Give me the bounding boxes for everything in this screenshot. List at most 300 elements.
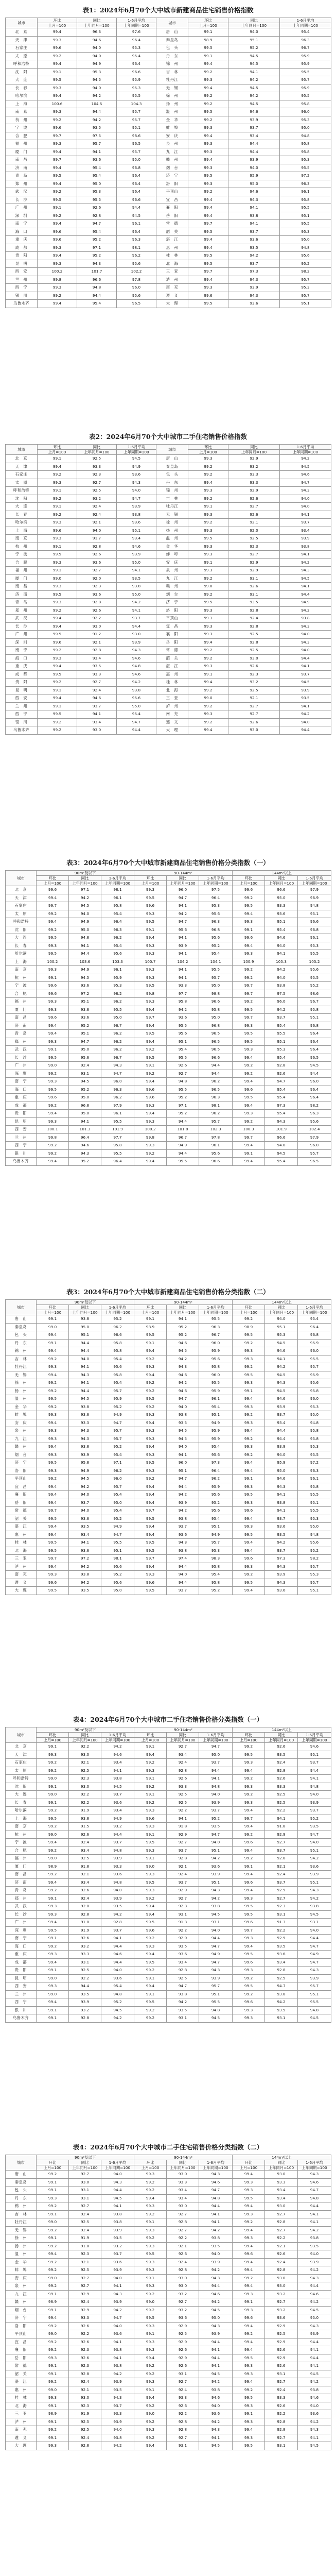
table-row	[6, 1142, 331, 1150]
index-cell: 94.5	[228, 100, 280, 108]
index-cell: 99.4	[233, 1539, 265, 1547]
city-cell: 常 德	[156, 647, 188, 655]
table-row	[6, 1531, 331, 1539]
index-cell: 94.0	[167, 1571, 199, 1579]
city-cell: 哈尔滨	[6, 92, 38, 100]
index-cell: 95.4	[265, 1158, 298, 1166]
index-cell: 99.2	[38, 647, 77, 655]
index-cell: 99.2	[134, 2290, 167, 2298]
city-cell: 南 宁	[6, 1078, 37, 1086]
index-cell: 94.1	[199, 2434, 233, 2442]
index-cell: 99.6	[188, 292, 228, 300]
index-cell: 95.3	[101, 982, 134, 990]
index-cell: 99.2	[233, 1339, 265, 1347]
index-cell: 92.8	[265, 1967, 298, 1975]
index-cell: 97.5	[77, 132, 117, 140]
index-cell: 92.7	[69, 2171, 101, 2179]
index-cell: 99.2	[188, 463, 228, 471]
city-cell: 重 庆	[6, 236, 38, 244]
index-cell: 93.5	[265, 1751, 298, 1759]
table-row	[6, 918, 331, 926]
col-header-avg: 1-6月平均	[199, 1733, 233, 1738]
index-cell: 95.7	[298, 1579, 331, 1587]
index-cell: 99.2	[233, 2274, 265, 2282]
index-cell: 95.1	[69, 1331, 101, 1340]
index-cell: 92.5	[69, 2218, 101, 2227]
col-subheader-prev-year-avg: 上年同期=100	[199, 881, 233, 886]
index-cell: 96.8	[298, 1331, 331, 1340]
index-cell: 96.5	[199, 1030, 233, 1038]
city-cell: 长 春	[6, 511, 38, 519]
index-cell: 99.3	[134, 2322, 167, 2330]
index-cell: 93.0	[167, 2202, 199, 2211]
index-cell: 95.4	[101, 1491, 134, 1499]
index-cell: 92.8	[77, 599, 117, 607]
index-cell: 92.6	[69, 1935, 101, 1943]
index-cell: 99.4	[37, 1483, 69, 1491]
index-cell: 99.7	[233, 982, 265, 990]
index-cell: 94.3	[228, 196, 280, 204]
index-cell: 93.5	[167, 2006, 199, 2014]
index-cell: 93.5	[167, 1419, 199, 1427]
index-cell: 92.7	[265, 2298, 298, 2307]
table-row	[6, 2394, 331, 2402]
index-cell: 99.3	[38, 36, 77, 44]
col-header-city: 城市	[156, 445, 188, 455]
city-cell: 昆 明	[6, 1117, 37, 1126]
city-cell: 太 原	[6, 1767, 37, 1775]
index-cell: 94.5	[265, 1149, 298, 1158]
index-cell: 95.5	[117, 92, 156, 100]
index-cell: 92.4	[69, 2378, 101, 2386]
index-cell: 99.3	[188, 527, 228, 535]
index-cell: 93.8	[69, 1571, 101, 1579]
index-cell: 99.2	[37, 2322, 69, 2330]
index-cell: 99.5	[37, 1926, 69, 1935]
table-row	[6, 2330, 331, 2338]
table-row	[6, 1910, 331, 1919]
col-header-mom: 环比	[134, 1733, 167, 1738]
index-cell: 94.1	[167, 1451, 199, 1459]
index-cell: 99.3	[134, 2338, 167, 2346]
city-cell: 长 沙	[6, 196, 38, 204]
index-cell: 92.4	[167, 2386, 199, 2394]
index-cell: 94.9	[69, 918, 101, 926]
table-row	[6, 1133, 331, 1142]
index-cell: 93.8	[265, 1990, 298, 1998]
col-subheader-prev-year: 上年同月=100	[265, 1310, 298, 1315]
index-cell: 96.6	[117, 196, 156, 204]
col-subheader-prev-year-avg: 上年同期=100	[117, 450, 156, 455]
index-cell: 96.5	[199, 1086, 233, 1094]
index-cell: 93.9	[298, 2330, 331, 2338]
index-cell: 95.1	[280, 212, 331, 220]
city-cell: 安 庆	[156, 558, 188, 567]
index-cell: 99.4	[37, 1499, 69, 1507]
table-row	[6, 1831, 331, 1839]
index-cell: 99.3	[188, 606, 228, 615]
index-cell: 99.1	[37, 2014, 69, 2023]
table-row	[6, 76, 331, 84]
table-row	[6, 2187, 331, 2195]
index-cell: 94.4	[69, 1982, 101, 1991]
index-cell: 93.8	[199, 2234, 233, 2243]
index-cell: 95.1	[199, 1411, 233, 1419]
index-cell: 99.4	[38, 622, 77, 631]
index-cell: 99.3	[233, 2306, 265, 2314]
city-cell: 济 宁	[6, 1459, 37, 1467]
city-cell: 济 南	[6, 590, 38, 599]
index-cell: 98.2	[280, 268, 331, 276]
index-cell: 95.6	[101, 1563, 134, 1571]
table-row	[6, 1347, 331, 1355]
index-cell: 93.8	[167, 1515, 199, 1523]
city-cell: 泉 州	[6, 2282, 37, 2291]
index-cell: 96.6	[101, 1331, 134, 1340]
city-cell: 郑 州	[6, 606, 38, 615]
table-row	[6, 116, 331, 124]
city-cell: 武 汉	[6, 1903, 37, 1911]
index-cell: 99.3	[134, 1571, 167, 1579]
table1	[5, 18, 331, 308]
index-cell: 94.3	[265, 1379, 298, 1387]
city-cell: 广 州	[6, 631, 38, 639]
index-cell: 95.8	[101, 902, 134, 910]
index-cell: 94.1	[280, 663, 331, 671]
city-cell: 安 庆	[6, 1419, 37, 1427]
table-row	[6, 1871, 331, 1879]
index-cell: 93.6	[69, 1515, 101, 1523]
table-row	[6, 1555, 331, 1563]
index-cell: 96.7	[101, 1022, 134, 1030]
index-cell: 92.6	[228, 718, 280, 726]
index-cell: 95.3	[298, 1515, 331, 1523]
index-cell: 96.0	[280, 108, 331, 116]
index-cell: 99.3	[37, 1451, 69, 1459]
index-cell: 95.1	[265, 1038, 298, 1046]
index-cell: 92.9	[265, 1831, 298, 1839]
index-cell: 99.1	[37, 2306, 69, 2314]
index-cell: 99.4	[134, 1951, 167, 1959]
index-cell: 95.4	[199, 1443, 233, 1451]
col-header-avg: 1-6月平均	[298, 1733, 331, 1738]
index-cell: 94.2	[265, 1539, 298, 1547]
index-cell: 94.2	[167, 1355, 199, 1363]
index-cell: 94.5	[298, 2370, 331, 2378]
index-cell: 94.1	[69, 1539, 101, 1547]
index-cell: 99.3	[233, 1046, 265, 1054]
index-cell: 91.5	[69, 1823, 101, 1831]
index-cell: 99.3	[233, 1783, 265, 1791]
index-cell: 92.7	[228, 702, 280, 710]
index-cell: 94.5	[199, 1910, 233, 1919]
index-cell: 94.2	[117, 599, 156, 607]
index-cell: 94.6	[101, 1951, 134, 1959]
table-row	[6, 982, 331, 990]
index-cell: 95.5	[298, 1491, 331, 1499]
index-cell: 91.8	[265, 1823, 298, 1831]
index-cell: 92.3	[77, 583, 117, 591]
table-row	[6, 702, 331, 710]
index-cell: 99.2	[37, 1942, 69, 1951]
index-cell: 99.5	[38, 710, 77, 719]
index-cell: 99.2	[37, 2338, 69, 2346]
index-cell: 93.6	[101, 2330, 134, 2338]
index-cell: 96.4	[117, 36, 156, 44]
index-cell: 95.0	[199, 1751, 233, 1759]
index-cell: 93.0	[167, 2282, 199, 2291]
table-row	[6, 156, 331, 164]
index-cell: 93.2	[265, 2306, 298, 2314]
index-cell: 99.3	[233, 1443, 265, 1451]
index-cell: 96.2	[101, 1323, 134, 1331]
index-cell: 99.4	[188, 679, 228, 687]
index-cell: 92.2	[265, 1807, 298, 1815]
city-cell: 温 州	[6, 1395, 37, 1403]
table-row	[6, 260, 331, 268]
index-cell: 95.5	[167, 1054, 199, 1062]
index-cell: 94.0	[77, 84, 117, 92]
index-cell: 99.3	[134, 1807, 167, 1815]
index-cell: 93.8	[298, 1903, 331, 1911]
index-cell: 99.5	[233, 1531, 265, 1539]
index-cell: 96.5	[117, 300, 156, 308]
table-row	[6, 1086, 331, 1094]
col-header-mom: 环比	[38, 18, 77, 23]
index-cell: 94.2	[280, 710, 331, 719]
index-cell: 95.7	[298, 1982, 331, 1991]
index-cell: 99.2	[37, 2226, 69, 2234]
index-cell: 92.5	[265, 1799, 298, 1807]
index-cell: 99.2	[233, 966, 265, 974]
index-cell: 95.7	[101, 1435, 134, 1443]
index-cell: 99.2	[37, 2171, 69, 2179]
index-cell: 99.1	[37, 2362, 69, 2370]
index-cell: 99.2	[233, 894, 265, 902]
city-cell: 烟 台	[156, 164, 188, 172]
index-cell: 94.3	[167, 1539, 199, 1547]
index-cell: 95.0	[298, 2314, 331, 2323]
index-cell: 99.2	[233, 1743, 265, 1751]
index-cell: 100.6	[38, 100, 77, 108]
index-cell: 95.8	[298, 1006, 331, 1014]
index-cell: 94.3	[265, 1579, 298, 1587]
index-cell: 91.9	[69, 2234, 101, 2243]
index-cell: 99.5	[134, 1839, 167, 1847]
index-cell: 95.1	[298, 1846, 331, 1855]
index-cell: 99.2	[134, 2178, 167, 2187]
index-cell: 94.5	[69, 1475, 101, 1483]
index-cell: 94.0	[298, 2402, 331, 2410]
index-cell: 99.2	[134, 1759, 167, 1767]
index-cell: 95.7	[298, 1563, 331, 1571]
index-cell: 99.3	[233, 950, 265, 958]
index-cell: 94.1	[228, 220, 280, 228]
table-row	[6, 1459, 331, 1467]
city-cell: 南 充	[156, 710, 188, 719]
index-cell: 91.2	[77, 631, 117, 639]
city-cell: 九 江	[156, 148, 188, 156]
index-cell: 93.3	[101, 2410, 134, 2418]
index-cell: 99.5	[38, 196, 77, 204]
index-cell: 93.6	[69, 1547, 101, 1555]
col-header-avg: 1-6月平均	[298, 1305, 331, 1310]
index-cell: 94.5	[199, 2306, 233, 2314]
index-cell: 99.1	[188, 670, 228, 679]
table-row	[6, 2306, 331, 2314]
index-cell: 95.4	[199, 1515, 233, 1523]
index-cell: 95.4	[101, 1355, 134, 1363]
index-cell: 99.3	[233, 2006, 265, 2014]
index-cell: 95.8	[298, 1387, 331, 1395]
index-cell: 99.5	[233, 1038, 265, 1046]
index-cell: 95.1	[298, 1014, 331, 1022]
index-cell: 94.9	[298, 1951, 331, 1959]
city-cell: 九 江	[156, 574, 188, 583]
index-cell: 99.1	[134, 1062, 167, 1070]
index-cell: 93.3	[167, 982, 199, 990]
index-cell: 95.4	[77, 300, 117, 308]
index-cell: 99.5	[134, 918, 167, 926]
index-cell: 99.2	[37, 1101, 69, 1110]
index-cell: 99.2	[233, 1435, 265, 1443]
index-cell: 99.2	[134, 1475, 167, 1483]
index-cell: 93.9	[280, 535, 331, 543]
col-header-yoy: 同比	[167, 1733, 199, 1738]
col-subheader-prev-month: 上月=100	[233, 1310, 265, 1315]
index-cell: 99.4	[188, 156, 228, 164]
index-cell: 94.0	[228, 28, 280, 37]
index-cell: 99.2	[188, 590, 228, 599]
index-cell: 99.1	[37, 1339, 69, 1347]
index-cell: 99.1	[233, 1387, 265, 1395]
city-cell: 北 京	[6, 886, 37, 894]
city-cell: 沈 阳	[6, 495, 38, 503]
index-cell: 94.5	[199, 2442, 233, 2450]
index-cell: 95.4	[77, 228, 117, 236]
index-cell: 99.4	[134, 1110, 167, 1118]
index-cell: 95.9	[199, 1427, 233, 1435]
index-cell: 93.4	[101, 1807, 134, 1815]
index-cell: 99.4	[37, 918, 69, 926]
index-cell: 92.5	[265, 2330, 298, 2338]
index-cell: 93.9	[117, 503, 156, 511]
index-cell: 94.8	[69, 934, 101, 942]
city-cell: 南 京	[6, 535, 38, 543]
table-row	[6, 284, 331, 292]
index-cell: 93.4	[265, 1958, 298, 1967]
index-cell: 94.8	[167, 1078, 199, 1086]
index-cell: 96.2	[101, 1046, 134, 1054]
index-cell: 92.1	[69, 1759, 101, 1767]
city-cell: 牡丹江	[156, 503, 188, 511]
index-cell: 92.8	[228, 622, 280, 631]
col-group-small: 90m²及以下	[37, 1300, 134, 1305]
index-cell: 99.2	[188, 686, 228, 694]
index-cell: 94.8	[199, 1783, 233, 1791]
index-cell: 92.3	[69, 1775, 101, 1783]
table-row	[6, 1070, 331, 1078]
index-cell: 94.4	[199, 1070, 233, 1078]
city-cell: 西 宁	[6, 1142, 37, 1150]
city-cell: 北 京	[6, 1743, 37, 1751]
index-cell: 95.0	[117, 702, 156, 710]
city-cell: 无 锡	[6, 1371, 37, 1379]
index-cell: 99.5	[233, 902, 265, 910]
index-cell: 99.4	[38, 663, 77, 671]
index-cell: 93.1	[69, 1958, 101, 1967]
index-cell: 95.0	[69, 1110, 101, 1118]
index-cell: 95.6	[199, 1507, 233, 1515]
index-cell: 93.0	[265, 2171, 298, 2179]
index-cell: 95.3	[280, 116, 331, 124]
index-cell: 95.5	[101, 1539, 134, 1547]
index-cell: 94.1	[199, 2218, 233, 2227]
index-cell: 92.4	[265, 1871, 298, 1879]
index-cell: 95.7	[101, 1483, 134, 1491]
index-cell: 94.1	[199, 2210, 233, 2218]
col-header-mom: 环比	[233, 876, 265, 881]
index-cell: 93.7	[167, 1878, 199, 1887]
col-header-mom: 环比	[38, 445, 77, 450]
index-cell: 96.0	[167, 1459, 199, 1467]
index-cell: 96.8	[199, 926, 233, 934]
index-cell: 94.7	[199, 1831, 233, 1839]
index-cell: 95.2	[101, 1443, 134, 1451]
index-cell: 93.6	[69, 1014, 101, 1022]
index-cell: 94.4	[77, 292, 117, 300]
index-cell: 95.8	[101, 1347, 134, 1355]
index-cell: 92.4	[265, 1759, 298, 1767]
index-cell: 93.0	[265, 2202, 298, 2211]
index-cell: 99.4	[233, 1467, 265, 1475]
index-cell: 94.5	[298, 1910, 331, 1919]
index-cell: 92.4	[69, 2210, 101, 2218]
index-cell: 95.0	[117, 558, 156, 567]
index-cell: 92.6	[69, 2322, 101, 2330]
index-cell: 98.9	[37, 1862, 69, 1871]
city-cell: 南 充	[6, 2426, 37, 2434]
index-cell: 92.9	[228, 558, 280, 567]
index-cell: 93.0	[265, 2282, 298, 2291]
index-cell: 94.1	[101, 2282, 134, 2291]
index-cell: 95.9	[228, 172, 280, 180]
col-group-small: 90m²及以下	[37, 1727, 134, 1733]
city-cell: 济 南	[6, 1022, 37, 1030]
col-group-small: 90m²及以下	[37, 871, 134, 876]
index-cell: 94.2	[298, 1894, 331, 1903]
index-cell: 99.2	[37, 1387, 69, 1395]
index-cell: 96.1	[298, 934, 331, 942]
index-cell: 94.6	[199, 2290, 233, 2298]
city-cell: 厦 门	[6, 148, 38, 156]
city-cell: 沈 阳	[6, 1783, 37, 1791]
index-cell: 95.6	[199, 934, 233, 942]
index-cell: 92.4	[265, 2386, 298, 2394]
col-header-avg: 1-6月平均	[101, 1305, 134, 1310]
index-cell: 94.2	[199, 2226, 233, 2234]
index-cell: 99.5	[233, 1006, 265, 1014]
index-cell: 99.4	[188, 276, 228, 284]
index-cell: 93.7	[280, 670, 331, 679]
index-cell: 95.6	[117, 260, 156, 268]
index-cell: 99.5	[134, 1998, 167, 2007]
col-subheader-prev-year-avg: 上年同期=100	[101, 881, 134, 886]
city-cell: 大 连	[6, 76, 38, 84]
table-row	[6, 574, 331, 583]
table3	[5, 870, 331, 1166]
index-cell: 99.2	[134, 1967, 167, 1975]
